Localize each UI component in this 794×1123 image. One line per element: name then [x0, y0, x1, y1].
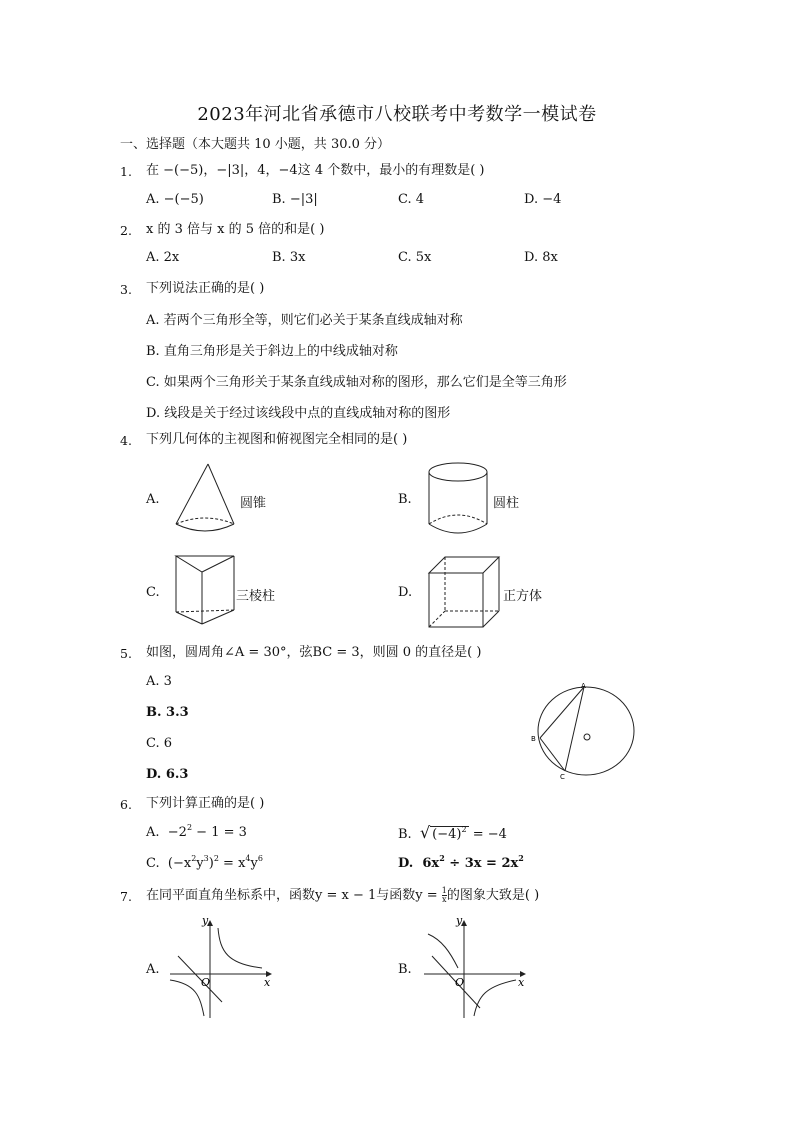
option-d: D. 6.3 [146, 767, 189, 782]
question-stem [146, 887, 539, 905]
option-a: A. −(−5) [146, 192, 204, 207]
option-d: D. [398, 585, 413, 600]
fraction-numerator: 1 [441, 886, 447, 895]
point-b-label: B [531, 735, 536, 743]
option-b: B. 3x [272, 250, 306, 265]
graph-b [420, 912, 534, 1022]
option-c: C. 如果两个三角形关于某条直线成轴对称的图形，那么它们是全等三角形 [146, 375, 567, 390]
cone-label: 圆锥 [240, 496, 267, 511]
section-heading: 一、选择题（本大题共 10 小题，共 30.0 分） [120, 137, 391, 152]
fraction-denominator: x [442, 895, 447, 904]
option-a: A. 3 [146, 674, 172, 689]
option-b: B. 直角三角形是关于斜边上的中线成轴对称 [146, 344, 398, 359]
point-a-label: A [581, 682, 586, 690]
option-a: A. 2x [146, 250, 180, 265]
question-stem: 下列说法正确的是( ) [146, 281, 265, 296]
option-a: A. [146, 962, 160, 977]
origin-label: O [201, 976, 211, 989]
y-axis-label: y [202, 914, 209, 927]
question-stem: x 的 3 倍与 x 的 5 倍的和是( ) [146, 222, 325, 237]
page-title: 2023年河北省承德市八校联考中考数学一模试卷 [197, 104, 597, 125]
question-number: 7. [120, 889, 132, 904]
x-axis-label: x [264, 976, 271, 989]
cube-figure [426, 555, 502, 629]
circle-figure [528, 680, 640, 780]
cylinder-label: 圆柱 [493, 496, 520, 511]
stem-part-1: 在同平面直角坐标系中，函数y = x − 1与函数y = [146, 888, 442, 903]
y-axis-label: y [456, 914, 463, 927]
question-number: 4. [120, 433, 132, 448]
x-axis-label: x [518, 976, 525, 989]
option-b: B. [398, 962, 412, 977]
cube-label: 正方体 [503, 589, 543, 604]
option-d: D. $6x^2 \div 3x = 2x^2$ [398, 853, 524, 871]
option-b: B. [398, 492, 412, 507]
option-c: C. 4 [398, 192, 425, 207]
option-b: B. √ $(-4)^2 = -4$ [398, 823, 507, 842]
question-number: 3. [120, 282, 132, 297]
point-c-label: C [560, 773, 565, 780]
option-d: D. 线段是关于经过该线段中点的直线成轴对称的图形 [146, 406, 451, 421]
question-number: 2. [120, 223, 132, 238]
option-d: D. 8x [524, 250, 558, 265]
question-number: 1. [120, 164, 132, 179]
question-number: 5. [120, 646, 132, 661]
question-stem: 下列几何体的主视图和俯视图完全相同的是( ) [146, 432, 408, 447]
option-a: A. [146, 492, 160, 507]
question-number: 6. [120, 797, 132, 812]
prism-label: 三棱柱 [236, 589, 276, 604]
question-stem: 下列计算正确的是( ) [146, 796, 265, 811]
option-c: C. [146, 585, 160, 600]
option-b: B. −|3| [272, 192, 318, 207]
triangular-prism-figure [172, 552, 238, 626]
option-a: A. 若两个三角形全等，则它们必关于某条直线成轴对称 [146, 313, 463, 328]
cylinder-figure [424, 460, 492, 540]
origin-label: O [455, 976, 465, 989]
graph-a [166, 912, 280, 1022]
option-a: A. $-2^2 - 1 = 3$ [146, 823, 247, 840]
cone-figure [170, 462, 240, 538]
option-d: D. −4 [524, 192, 562, 207]
option-b: B. 3.3 [146, 705, 189, 720]
option-c: C. 5x [398, 250, 432, 265]
option-c: C. 6 [146, 736, 173, 751]
option-c: C. $(-x^2y^3)^2 = x^4y^6$ [146, 854, 263, 871]
question-stem: 如图，圆周角∠A = 30°，弦BC = 3，则圆 0 的直径是( ) [146, 645, 482, 660]
question-stem: 在 −(−5)，−|3|，4，−4这 4 个数中，最小的有理数是( ) [146, 163, 485, 178]
stem-part-2: 的图象大致是( ) [446, 888, 540, 903]
